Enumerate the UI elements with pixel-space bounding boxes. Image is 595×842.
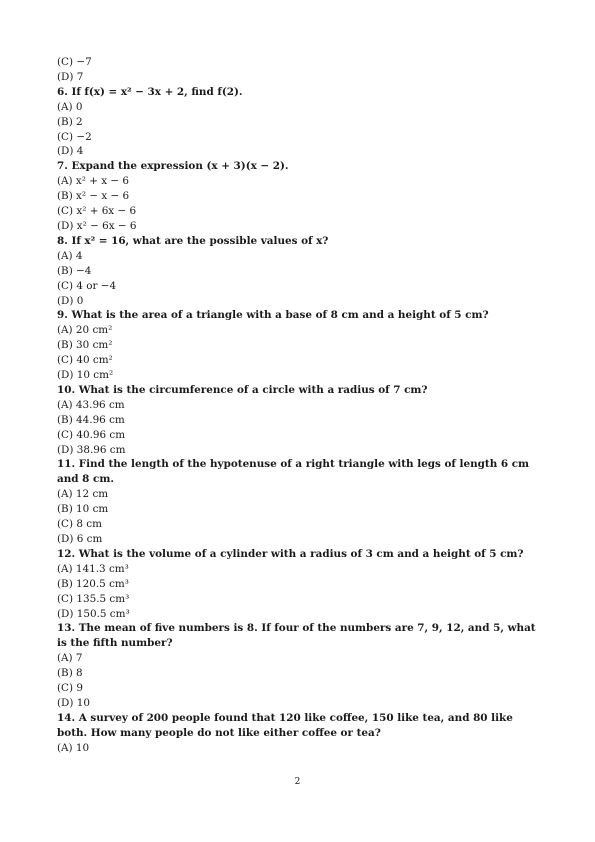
question-text: 8. If x² = 16, what are the possible values of x?	[57, 234, 329, 247]
answer-option: (D) 0	[57, 294, 84, 307]
answer-option: (D) 10	[57, 696, 90, 709]
answer-option: (A) 20 cm²	[57, 324, 113, 337]
answer-option: (D) 4	[57, 145, 84, 158]
answer-option: (B) 44.96 cm	[57, 413, 125, 426]
answer-option: (D) 6 cm	[57, 533, 103, 545]
answer-option: (C) −7	[57, 56, 92, 68]
answer-option: (D) 150.5 cm³	[57, 607, 130, 620]
answer-option: (A) 12 cm	[57, 488, 109, 501]
answer-option: (A) 7	[57, 652, 83, 665]
answer-option: (C) x² + 6x − 6	[57, 205, 137, 218]
question-text: 14. A survey of 200 people found that 120 like coffee, 150 like tea, and 80 like both. How many people do not like either coffee or tea?	[57, 711, 513, 739]
answer-option: (C) −2	[57, 130, 92, 143]
document-page	[57, 55, 542, 756]
question-text: 13. The mean of five numbers is 8. If four of the numbers are 7, 9, 12, and 5, what is the fifth number?	[57, 622, 536, 650]
answer-option: (B) 30 cm²	[57, 339, 113, 352]
answer-option: (A) 0	[57, 100, 83, 113]
answer-option: (A) 10	[57, 741, 90, 754]
answer-option: (A) 141.3 cm³	[57, 562, 129, 575]
answer-option: (B) x² − x − 6	[57, 190, 130, 203]
answer-option: (C) 9	[57, 682, 83, 695]
answer-option: (C) 8 cm	[57, 518, 102, 531]
answer-option: (C) 4 or −4	[57, 279, 117, 292]
answer-option: (B) −4	[57, 264, 92, 277]
answer-option: (C) 40.96 cm	[57, 428, 126, 441]
answer-option: (D) 38.96 cm	[57, 443, 126, 456]
answer-option: (B) 10 cm	[57, 503, 109, 516]
question-text: 12. What is the volume of a cylinder with a radius of 3 cm and a height of 5 cm?	[57, 547, 524, 560]
answer-option: (D) 10 cm²	[57, 369, 114, 382]
answer-option: (B) 120.5 cm³	[57, 577, 129, 590]
answer-option: (C) 40 cm²	[57, 354, 113, 367]
answer-option: (B) 8	[57, 667, 83, 680]
question-text: 11. Find the length of the hypotenuse of a right triangle with legs of length 6 cm and 8 cm.	[57, 458, 530, 486]
question-text: 6. If f(x) = x² − 3x + 2, find f(2).	[57, 85, 243, 98]
question-text: 9. What is the area of a triangle with a base of 8 cm and a height of 5 cm?	[57, 309, 489, 322]
page-number: 2	[294, 777, 301, 787]
answer-option: (A) 4	[57, 249, 83, 262]
answer-option: (D) 7	[57, 70, 84, 83]
question-text: 7. Expand the expression (x + 3)(x − 2).	[57, 160, 289, 173]
answer-option: (C) 135.5 cm³	[57, 592, 130, 605]
answer-option: (B) 2	[57, 115, 83, 128]
answer-option: (A) 43.96 cm	[57, 398, 125, 411]
answer-option: (A) x² + x − 6	[57, 175, 130, 188]
answer-option: (D) x² − 6x − 6	[57, 219, 137, 232]
question-text: 10. What is the circumference of a circle with a radius of 7 cm?	[57, 383, 428, 396]
